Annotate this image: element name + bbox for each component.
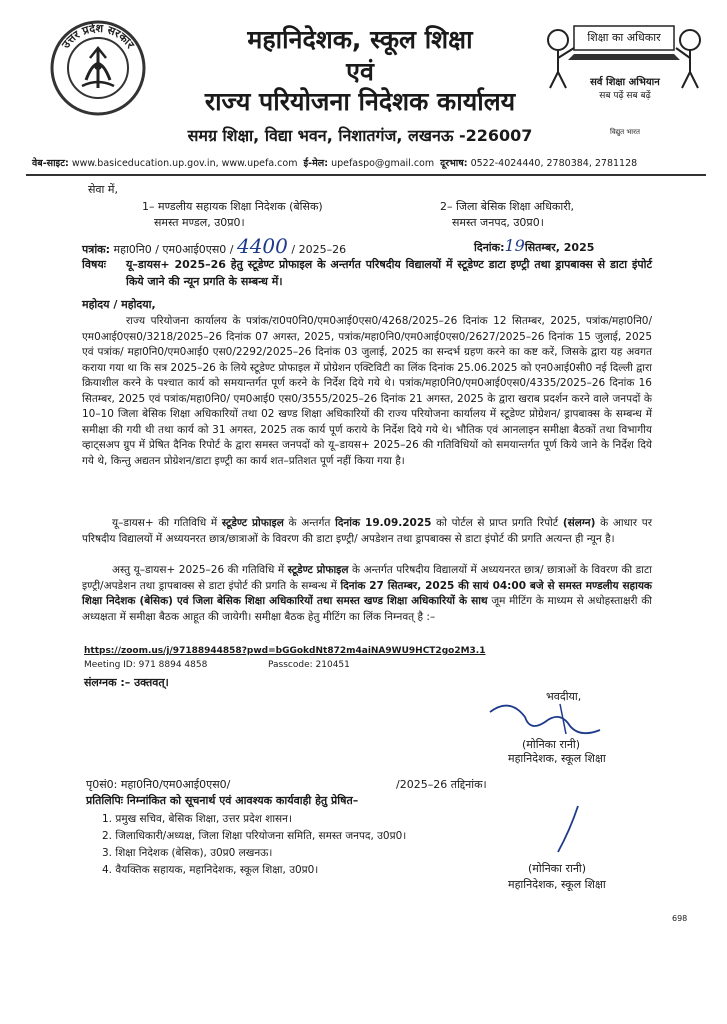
copy-item: 3. शिक्षा निदेशक (बेसिक), उ0प्र0 लखनऊ।	[102, 847, 273, 859]
zoom-link[interactable]: https://zoom.us/j/97188944858?pwd=bGGokdNt872m4aiNA9WU9HCT2go2M3.1	[84, 646, 486, 656]
subject-label: विषयः	[82, 258, 106, 271]
office-title-line2: एवं	[346, 57, 374, 86]
ref-handwritten-number: 4400	[236, 234, 288, 258]
ref-prefix: महा0नि0 / एम0आई0एस0 /	[113, 243, 234, 256]
page-number: 698	[672, 914, 688, 923]
paragraph-3	[82, 563, 652, 625]
phone-label: दूरभाष:	[440, 158, 468, 169]
office-address: समग्र शिक्षा, विद्या भवन, निशातगंज, लखनऊ -226007	[187, 126, 533, 145]
date-label: दिनांक:	[474, 241, 505, 254]
copy-item: 1. प्रमुख सचिव, बेसिक शिक्षा, उत्तर प्रदेश शासन।	[102, 813, 292, 825]
contact-line	[32, 156, 712, 169]
reference-line	[82, 234, 682, 256]
seva-mein: सेवा में,	[88, 183, 118, 196]
website-value: www.basiceducation.up.gov.in, www.upefa.com	[71, 158, 298, 169]
para2-f: (संलग्न)	[562, 517, 596, 529]
logo-tagline1: सर्व शिक्षा अभियान	[590, 77, 660, 88]
recipient-2-line1: 2– जिला बेसिक शिक्षा अधिकारी,	[440, 200, 575, 213]
header-divider	[26, 174, 706, 176]
copy-ref-suffix: /2025–26 तद्दिनांक।	[396, 778, 487, 791]
para2-b: स्टूडेण्ट प्रोफाइल	[221, 517, 284, 529]
para2-g: के आधार पर परिषदीय विद्यालयों में अध्ययनरत छात्र/छात्राओं के विवरण की डाटा इण्ट्री/ अपडेशन तथा ड्रापबाक्स से डाटा इंपोर्ट की प्रगति अत्यन्त ही न्यून है।	[82, 517, 653, 545]
meeting-id: Meeting ID: 971 8894 4858	[84, 660, 208, 670]
office-title-line1: महानिदेशक, स्कूल शिक्षा	[247, 25, 473, 54]
signatory-2-designation: महानिदेशक, स्कूल शिक्षा	[508, 878, 606, 891]
para2-c: के अन्तर्गत	[288, 517, 331, 529]
para3-a: अस्तु यू–डायस+ 2025–26 की गतिविधि में	[112, 564, 285, 576]
logo-banner-text: शिक्षा का अधिकार	[587, 31, 661, 44]
seal-text: उत्तर प्रदेश सरकार	[59, 21, 137, 51]
signatory-2-name: (मोनिका रानी)	[528, 862, 587, 875]
date-group	[474, 236, 594, 255]
para3-b: स्टूडेण्ट प्रोफाइल	[287, 564, 349, 576]
enclosure-line: संलग्नक :– उक्तवत्।	[84, 676, 169, 689]
signatory-1-designation: महानिदेशक, स्कूल शिक्षा	[508, 752, 606, 765]
copy-list	[102, 812, 522, 880]
logo-tagline2: सब पढ़ें सब बढ़ें	[599, 91, 651, 101]
up-government-seal	[48, 18, 148, 118]
copy-item: 4. वैयक्तिक सहायक, महानिदेशक, स्कूल शिक्षा, उ0प्र0।	[102, 864, 319, 876]
recipient-1-line2: समस्त मण्डल, उ0प्र0।	[154, 216, 245, 229]
copy-item: 2. जिलाधिकारी/अध्यक्ष, जिला शिक्षा परियोजना समिति, समस्त जनपद, उ0प्र0।	[102, 830, 407, 842]
phone-value: 0522-4024440, 2780384, 2781128	[470, 158, 638, 169]
date-rest: सितम्बर, 2025	[524, 241, 595, 254]
meeting-passcode: Passcode: 210451	[268, 660, 350, 670]
paragraph-1: राज्य परियोजना कार्यालय के पत्रांक/रा0प0नि0/एम0आई0एस0/4268/2025–26 दिनांक 12 सितम्बर, 2025, पत्रांक/महा0नि0/एम0आई0एस0/3218/2025–26 दिनांक 07 अगस्त, 2025, पत्रांक/महा0नि0/एम0आई0एस0/2627/2025–26 दिनांक 15 जुलाई, 2025 एवं पत्रांक/ महा0नि0/एम0आई0 एस0/2292/2025–26 दिनांक 03 जुलाई, 2025 का सन्दर्भ ग्रहण करने का कष्ट करें, जिसके द्वारा यह अवगत कराया गया था कि सत्र 2025–26 के लिये स्टूडेण्ट प्रोफाइल में प्रोग्रेशन एक्टिविटी का लिंक दिनांक 25.06.2025 को एन0आई0सी0 नई दिल्ली द्वारा क्रियाशील करने के पश्चात कार्य को समयान्तर्गत पूर्ण करने के निर्देश दिये गये थे। पत्रांक/महा0नि0/एम0आई0एस0/4335/2025–26 दिनांक 16 सितम्बर, 2025 एवं पत्रांक/महा0नि0/ एम0आई0 एस0/3555/2025–26 दिनांक 21 अगस्त, 2025 के द्वारा खराब प्रदर्शन करने वाले जनपदों के 10–10 जिला बेसिक शिक्षा अधिकारियों तथा 02 खण्ड शिक्षा अधिकारियों की राज्य परियोजना कार्यालय में स्टूडेण्ट प्रोग्रेशन/ ड्रापबाक्स के सम्बन्ध में समीक्षा की गयी थी तथा कार्य को 31 अगस्त, 2025 तक कार्य पूर्ण कराये के निर्देश दिये गये थे। भौतिक एवं आनलाइन समीक्षा बैठकों तथा विभागीय व्हाट्सअप ग्रुप में प्रेषित दैनिक रिपोर्ट के द्वारा समस्त जनपदों को यू–डायस+ 2025–26 की गतिविधियों को समयान्तर्गत पूर्ण किये जाने के निर्देश दिये गये थे, किन्तु अद्यतन प्रोग्रेशन/डाटा इण्ट्री का कार्य शत–प्रतिशत पूर्ण नहीं किया गया है।	[82, 315, 652, 467]
website-label: वेब-साइट:	[32, 158, 69, 169]
signatory-1-name: (मोनिका रानी)	[522, 738, 581, 751]
ref-label: पत्रांक:	[82, 243, 111, 256]
sarva-shiksha-logo	[540, 10, 710, 140]
subject-text: यू–डायस+ 2025–26 हेतु स्टूडेण्ट प्रोफाइल के अन्तर्गत परिषदीय विद्यालयों में स्टूडेण्ट डाटा इण्ट्री तथा ड्रापबाक्स से डाटा इंपोर्ट किये जाने की न्यून प्रगति के सम्बन्ध में।	[126, 258, 652, 288]
para2-a: यू–डायस+ की गतिविधि में	[112, 517, 218, 529]
office-title-line3: राज्य परियोजना निदेशक कार्यालय	[204, 87, 516, 116]
copy-ref-label: पृ0सं0: महा0नि0/एम0आई0एस0/	[86, 778, 231, 791]
paragraph-2	[82, 516, 652, 547]
para2-d: दिनांक 19.09.2025	[335, 517, 432, 529]
email-label: ई-मेल:	[303, 158, 329, 169]
email-value: upefaspo@gmail.com	[331, 158, 435, 169]
copy-heading: प्रतिलिपिः निम्नांकित को सूचनार्थ एवं आवश्यक कार्यवाही हेतु प्रेषित–	[86, 794, 359, 807]
logo-footer: विद्युत भारत	[610, 128, 640, 136]
recipient-1-line1: 1– मण्डलीय सहायक शिक्षा निदेशक (बेसिक)	[142, 200, 323, 213]
ref-suffix: / 2025–26	[291, 243, 347, 256]
salutation: महोदय / महोदया,	[82, 298, 156, 311]
signature-1-scribble	[470, 692, 610, 742]
signature-2-scribble	[548, 800, 588, 860]
recipient-2-line2: समस्त जनपद, उ0प्र0।	[452, 216, 544, 229]
para3-e: जूम मीटिंग के माध्यम से अधोहस्ताक्षरी की अध्यक्षता में समीक्षा बैठक आहूत की जायेगी। समीक्षा बैठक हेतु मीटिंग का लिंक निम्नवत् है :–	[82, 595, 652, 623]
date-handwritten-day: 19	[504, 236, 525, 255]
para3-c: के अन्तर्गत परिषदीय विद्यालयों में अध्ययनरत छात्र/ छात्राओं के विवरण की डाटा इण्ट्री/अपडेशन तथा ड्रापबाक्स से डाटा इंपोर्ट की प्रगति के सम्बन्ध में	[82, 564, 652, 592]
para3-d: दिनांक 27 सितम्बर, 2025 की सायं 04:00 बजे से समस्त मण्डलीय सहायक शिक्षा निदेशक (बेसिक) एवं जिला बेसिक शिक्षा अधिकारियों तथा समस्त खण्ड शिक्षा अधिकारियों के साथ	[82, 579, 652, 607]
para2-e: को पोर्टल से प्राप्त प्रगति रिपोर्ट	[436, 517, 559, 529]
closing-bhavdiya: भवदीया,	[546, 690, 582, 703]
